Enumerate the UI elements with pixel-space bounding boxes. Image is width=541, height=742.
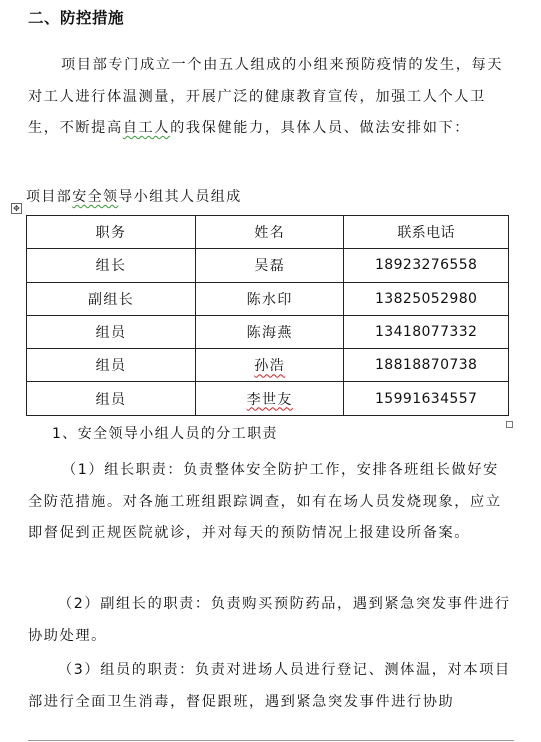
table-header-row [27,216,509,249]
header-cell-name[interactable]: 姓名 [196,216,344,249]
section-heading: 二、防控措施 [28,9,125,27]
cell-phone[interactable]: 15991634557 [344,382,509,415]
caption-text-start: 项目部 [26,189,73,205]
cell-name[interactable]: 陈水印 [196,282,344,315]
table-row [27,315,509,348]
table-move-handle-icon[interactable]: ✥ [11,203,22,214]
table-row [27,349,509,382]
cell-phone[interactable]: 13418077332 [344,315,509,348]
cell-phone[interactable]: 18818870738 [344,349,509,382]
cell-name[interactable]: 吴磊 [196,249,344,282]
cell-name[interactable]: 陈海燕 [196,315,344,348]
cell-phone[interactable]: 13825052980 [344,282,509,315]
header-cell-phone[interactable]: 联系电话 [344,216,509,249]
cell-role[interactable]: 组长 [27,249,196,282]
members-table [26,215,509,416]
duty-member-paragraph: （3）组员的职责：负责对进场人员进行登记、测体温，对本项目部进行全面卫生消毒，督促跟班，遇到紧急突发事件进行协助 [28,662,511,710]
cell-name[interactable] [196,382,344,415]
duty-leader-paragraph: （1）组长职责：负责整体安全防护工作，安排各班组长做好安全防范措施。对各施工班组跟踪调查，如有在场人员发烧现象，应立即督促到正规医院就诊，并对每天的预防情况上报建设所备案。 [28,462,502,541]
cell-role[interactable]: 组员 [27,349,196,382]
intro-text-start: 项目部专门成立一个由五人组成的小组来预防疫情的发生，每天对工人进行体温测量，开展广泛的健康教育宣传，加强工人个人卫生，不断提高 [28,57,504,136]
page-bottom-rule [28,740,514,741]
cell-role[interactable]: 副组长 [27,282,196,315]
cell-role[interactable]: 组员 [27,382,196,415]
table-row [27,282,509,315]
cell-role[interactable]: 组员 [27,315,196,348]
caption-underlined-phrase: 安全领 [72,189,119,205]
header-cell-role[interactable]: 职务 [27,216,196,249]
caption-text-end: 导小组其人员组成 [118,189,242,205]
intro-paragraph [28,50,514,145]
table-row [27,382,509,415]
cell-name[interactable] [196,349,344,382]
name-underlined: 李世友 [246,391,293,408]
table-caption [26,186,242,206]
table-resize-handle[interactable] [506,421,513,428]
intro-text-end: 的我保健能力，具体人员、做法安排如下： [170,120,471,136]
intro-underlined-phrase: 自工人 [122,120,171,136]
table-row [27,249,509,282]
section-subtitle: 1、安全领导小组人员的分工职责 [52,426,278,442]
cell-phone[interactable]: 18923276558 [344,249,509,282]
name-underlined: 孙浩 [254,358,286,375]
duty-deputy-paragraph: （2）副组长的职责：负责购买预防药品，遇到紧急突发事件进行协助处理。 [28,596,511,644]
